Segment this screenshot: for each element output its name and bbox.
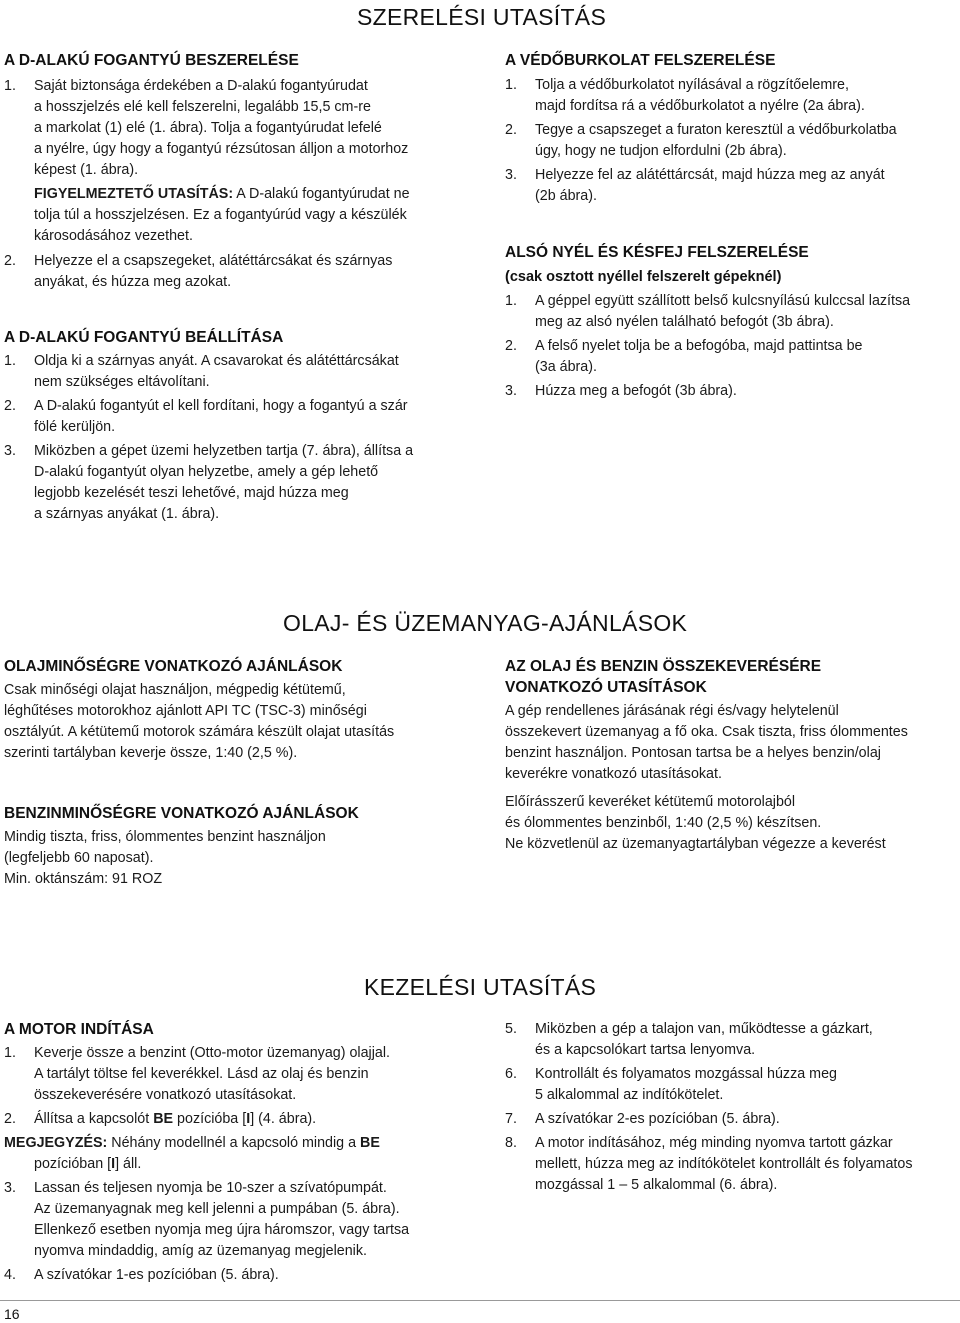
dhandle-install-heading: A D-ALAKÚ FOGANTYÚ BESZERELÉSE	[4, 52, 299, 69]
footer-divider	[0, 1300, 960, 1301]
start-item-6: 6. Kontrollált és folyamatos mozgással húzza meg 5 alkalommal az indítókötelet.	[505, 1066, 837, 1103]
start-item-2: 2. Állítsa a kapcsolót BE pozícióba [I] (4. ábra).	[4, 1111, 317, 1127]
start-heading: A MOTOR INDÍTÁSA	[4, 1021, 154, 1038]
dhandle-adjust-item-3-cont: D-alakú fogantyút olyan helyzetbe, amely a gép lehető legjobb kezelését teszi lehetővé, majd húzza meg a szárnyas anyákat (1. ábra).	[34, 464, 379, 522]
dhandle-install-section	[4, 50, 474, 293]
page-number: 16	[4, 1306, 20, 1322]
fuel-quality-heading: BENZINMINŐSÉGRE VONATKOZÓ AJÁNLÁSOK	[4, 805, 359, 822]
guard-item-1: 1. Tolja a védőburkolatot nyílásával a rögzítőelemre, majd fordítsa rá a védőburkolatot a nyélre (2a ábra).	[505, 77, 865, 114]
start-item-7: 7. A szívatókar 2-es pozícióban (5. ábra).	[505, 1111, 780, 1127]
lower-shaft-heading: ALSÓ NYÉL ÉS KÉSFEJ FELSZERELÉSE	[505, 244, 809, 261]
lower-shaft-section	[505, 242, 955, 402]
mixing-heading-line-1: AZ OLAJ ÉS BENZIN ÖSSZEKEVERÉSÉRE	[505, 658, 822, 675]
dhandle-adjust-heading: A D-ALAKÚ FOGANTYÚ BEÁLLÍTÁSA	[4, 329, 284, 346]
lower-shaft-item-1: 1. A géppel együtt szállított belső kulcsnyílású kulccsal lazítsa meg az alsó nyélen található befogót (3b ábra).	[505, 293, 911, 330]
guard-item-2: 2. Tegye a csapszeget a furaton keresztül a védőburkolatba úgy, hogy ne tudjon elfordulni (2b ábra).	[505, 122, 897, 159]
start-item-5: 5. Miközben a gép a talajon van, működtesse a gázkart, és a kapcsolókart tartsa lenyomva.	[505, 1021, 873, 1058]
start-note: MEGJEGYZÉS: Néhány modellnél a kapcsoló mindig a BE pozícióban [I] áll.	[4, 1135, 380, 1172]
section-title-szereles: SZERELÉSI UTASÍTÁS	[357, 4, 607, 30]
guard-section	[505, 50, 955, 207]
mixing-heading-line-2: VONATKOZÓ UTASÍTÁSOK	[505, 679, 707, 696]
lower-shaft-subheading: (csak osztott nyéllel felszerelt gépeknél)	[505, 269, 782, 285]
start-section-left	[4, 1019, 474, 1286]
start-section-right	[505, 1019, 955, 1196]
dhandle-adjust-section	[4, 327, 474, 525]
dhandle-install-item-2: 2. Helyezze el a csapszegeket, alátéttárcsákat és szárnyas anyákat, és húzza meg azokat.	[4, 253, 393, 290]
mixing-paragraph-2: Előírásszerű keveréket kétütemű motorolajból és ólommentes benzinből, 1:40 (2,5 %) készítsen. Ne közvetlenül az üzemanyagtartályban végezze a keverést	[505, 794, 886, 852]
start-item-4: 4. A szívatókar 1-es pozícióban (5. ábra).	[4, 1267, 279, 1283]
start-item-1: 1. Keverje össze a benzint (Otto-motor üzemanyag) olajjal. A tartályt töltse fel keverékkel. Lásd az olaj és benzin összekeverésére vonatkozó utasításokat.	[4, 1045, 390, 1103]
dhandle-adjust-item-3: 3. Miközben a gépet üzemi helyzetben tartja (7. ábra), állítsa a	[4, 443, 414, 459]
warning-note: FIGYELMEZTETŐ UTASÍTÁS: A D-alakú fogantyúrudat ne	[34, 186, 410, 202]
dhandle-adjust-item-2: 2. A D-alakú fogantyút el kell fordítani, hogy a fogantyú a szár fölé kerüljön.	[4, 398, 408, 435]
section-title-olaj: OLAJ- ÉS ÜZEMANYAG-AJÁNLÁSOK	[283, 610, 688, 636]
mixing-section	[505, 656, 955, 855]
start-item-3: 3. Lassan és teljesen nyomja be 10-szer a szívatópumpát. Az üzemanyagnak meg kell jelenni a pumpában (5. ábra). Ellenkező esetben nyomja meg újra háromszor, vagy tartsa nyomva mindaddig, amíg az üzemanyag megjelenik.	[4, 1180, 410, 1259]
guard-heading: A VÉDŐBURKOLAT FELSZERELÉSE	[505, 52, 776, 69]
mixing-paragraph-1: A gép rendellenes járásának régi és/vagy helytelenül összekevert üzemanyag a fő oka. Csak tiszta, friss ólommentes benzint használjon. Pontosan tartsa be a helyes benzin/olaj keverékre vonatkozó utasításokat.	[505, 703, 908, 782]
oil-quality-heading: OLAJMINŐSÉGRE VONATKOZÓ AJÁNLÁSOK	[4, 658, 343, 675]
dhandle-adjust-item-1: 1. Oldja ki a szárnyas anyát. A csavarokat és alátéttárcsákat nem szükséges eltávolítani.	[4, 353, 399, 390]
oil-quality-section: OLAJMINŐSÉGRE VONATKOZÓ AJÁNLÁSOK Csak minőségi olajat használjon, mégpedig kétütemű, léghűtéses motorokhoz ajánlott API TC (TSC-3) minőségi osztályút. A kétütemű motorok számára készült olajat utasítás szerinti tartályban keverje össze, 1:40 (2,5 %).	[4, 656, 474, 764]
lower-shaft-item-3: 3. Húzza meg a befogót (3b ábra).	[505, 383, 737, 399]
fuel-quality-section: BENZINMINŐSÉGRE VONATKOZÓ AJÁNLÁSOK Mindig tiszta, friss, ólommentes benzint használjon (legfeljebb 60 naposat). Min. oktánszám: 91 ROZ	[4, 803, 474, 890]
dhandle-install-item-1: 1. Saját biztonsága érdekében a D-alakú fogantyúrudat a hosszjelzés elé kell felszerelni, legalább 15,5 cm-re a markolat (1) elé (1. ábra). Tolja a fogantyúrudat lefelé a nyélre, úgy hogy a fogantyú rézsútosan álljon a motorhoz képest (1. ábra). FIGYELMEZTETŐ UTASÍTÁS: A D-alakú fogantyúrudat ne tolja túl a hosszjelzésen. Ez a fogantyúrúd vagy a készülék károsodásához vezethet.	[4, 76, 474, 247]
section-title-kezelesi: KEZELÉSI UTASÍTÁS	[364, 974, 597, 1000]
start-item-8: 8. A motor indításához, még minding nyomva tartott gázkar mellett, húzza meg az indítókötelet kontrollált és folyamatos mozgással 1 – 5 alkalommal (6. ábra).	[505, 1135, 913, 1193]
lower-shaft-item-2: 2. A felső nyelet tolja be a befogóba, majd pattintsa be (3a ábra).	[505, 338, 863, 375]
guard-item-3: 3. Helyezze fel az alátéttárcsát, majd húzza meg az anyát (2b ábra).	[505, 167, 885, 204]
